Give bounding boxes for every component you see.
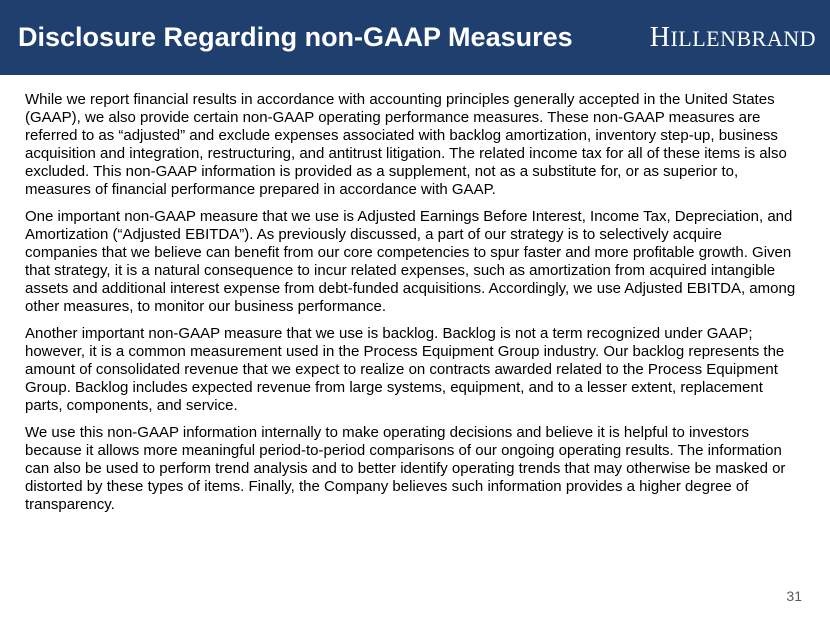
header-bar (0, 0, 830, 75)
paragraph-backlog: Another important non-GAAP measure that we use is backlog. Backlog is not a term recognized under GAAP; however, it is a common measurement used in the Process Equipment Group industry. Our backlog represents the amount of consolidated revenue that we expect to realize on contracts awarded related to the Process Equipment Group. Backlog includes expected revenue from large systems, equipment, and to a lesser extent, replacement parts, components, and service. (25, 325, 785, 414)
page-title: Disclosure Regarding non-GAAP Measures (18, 22, 573, 52)
page-number: 31 (786, 588, 802, 604)
paragraph-adjusted-ebitda: One important non-GAAP measure that we use is Adjusted Earnings Before Interest, Income Tax, Depreciation, and Amortization (“Adjusted EBITDA”). As previously discussed, a part of our strategy is to selectively acquire companies that we believe can benefit from our core competencies to spur faster and more profitable growth. Given that strategy, it is a natural consequence to incur related expenses, such as amortization from acquired intangible assets and additional interest expense from debt-funded acquisitions. Accordingly, we use Adjusted EBITDA, among other measures, to monitor our business performance. (25, 208, 796, 315)
paragraph-gaap-overview: While we report financial results in accordance with accounting principles generally accepted in the United States (GAAP), we also provide certain non-GAAP operating performance measures. These non-GAAP measures are referred to as “adjusted” and exclude expenses associated with backlog amortization, inventory step-up, business acquisition and integration, restructuring, and antitrust litigation. The related income tax for all of these items is also excluded. This non-GAAP information is provided as a supplement, not as a substitute for, or as superior to, measures of financial performance prepared in accordance with GAAP. (25, 91, 787, 198)
logo-wordmark: ILLENBRAND (670, 26, 816, 51)
disclosure-body (25, 91, 797, 523)
paragraph-internal-use: We use this non-GAAP information internally to make operating decisions and believe it is helpful to investors because it allows more meaningful period-to-period comparisons of our ongoing operating results. The information can also be used to perform trend analysis and to better identify operating trends that may otherwise be masked or distorted by these types of items. Finally, the Company believes such information provides a higher degree of transparency. (25, 424, 786, 513)
company-logo (650, 22, 816, 55)
logo-initial: H (649, 22, 671, 53)
